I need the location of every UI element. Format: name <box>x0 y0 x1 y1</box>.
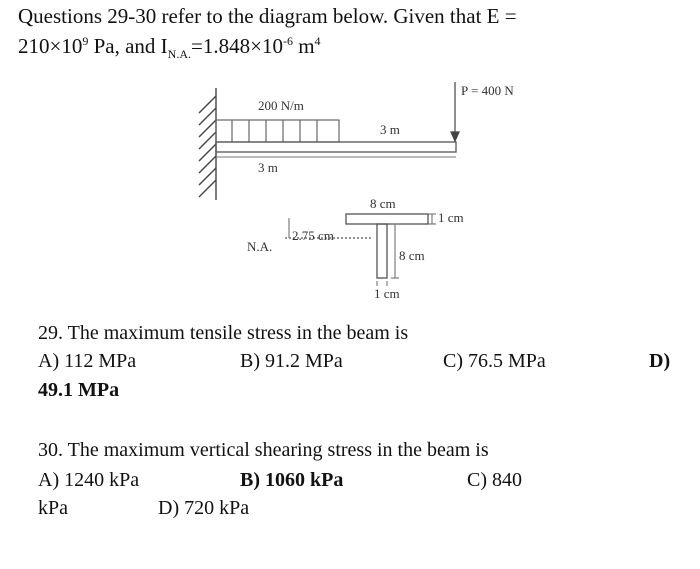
flange-width-label: 8 cm <box>370 196 396 211</box>
q29-option-d-value: 49.1 MPa <box>38 379 120 401</box>
distributed-load <box>216 120 339 142</box>
wall-support <box>199 88 216 200</box>
q30-option-c: C) 840 <box>467 469 522 491</box>
q29-text: 29. The maximum tensile stress in the beam is <box>38 322 409 344</box>
q30-option-a: A) 1240 kPa <box>38 469 140 491</box>
web-height-label: 8 cm <box>399 248 425 263</box>
q30-option-d: D) 720 kPa <box>158 497 250 519</box>
q29-option-c: C) 76.5 MPa <box>443 350 546 372</box>
q29-option-b: B) 91.2 MPa <box>240 350 343 372</box>
na-label: N.A. <box>247 239 273 254</box>
q29-option-d: D) <box>649 350 671 372</box>
q30-option-b: B) 1060 kPa <box>240 469 344 491</box>
flange-thickness-label: 1 cm <box>438 210 464 225</box>
q29-option-a: A) 112 MPa <box>38 350 137 372</box>
header-line-2: $210\times 10^9$ Pa, and $I_{N.A.}=1.848\times 10^{-6}$ $m^4$ <box>18 34 321 62</box>
q30-option-c-unit: kPa <box>38 497 68 519</box>
right-length-label: 3 m <box>380 122 400 137</box>
point-load-arrow <box>451 82 459 141</box>
header-line-1: Questions 29-30 refer to the diagram below. Given that E = <box>18 4 517 28</box>
left-length-label: 3 m <box>258 160 278 175</box>
na-distance-label: 2.75 cm <box>292 228 334 243</box>
point-load-label: P = 400 N <box>461 83 514 98</box>
q30-text: 30. The maximum vertical shearing stress in the beam is <box>38 439 489 461</box>
beam <box>216 142 456 152</box>
load-label: 200 N/m <box>258 98 304 113</box>
web-thickness-label: 1 cm <box>374 286 400 301</box>
t-section <box>285 214 428 278</box>
